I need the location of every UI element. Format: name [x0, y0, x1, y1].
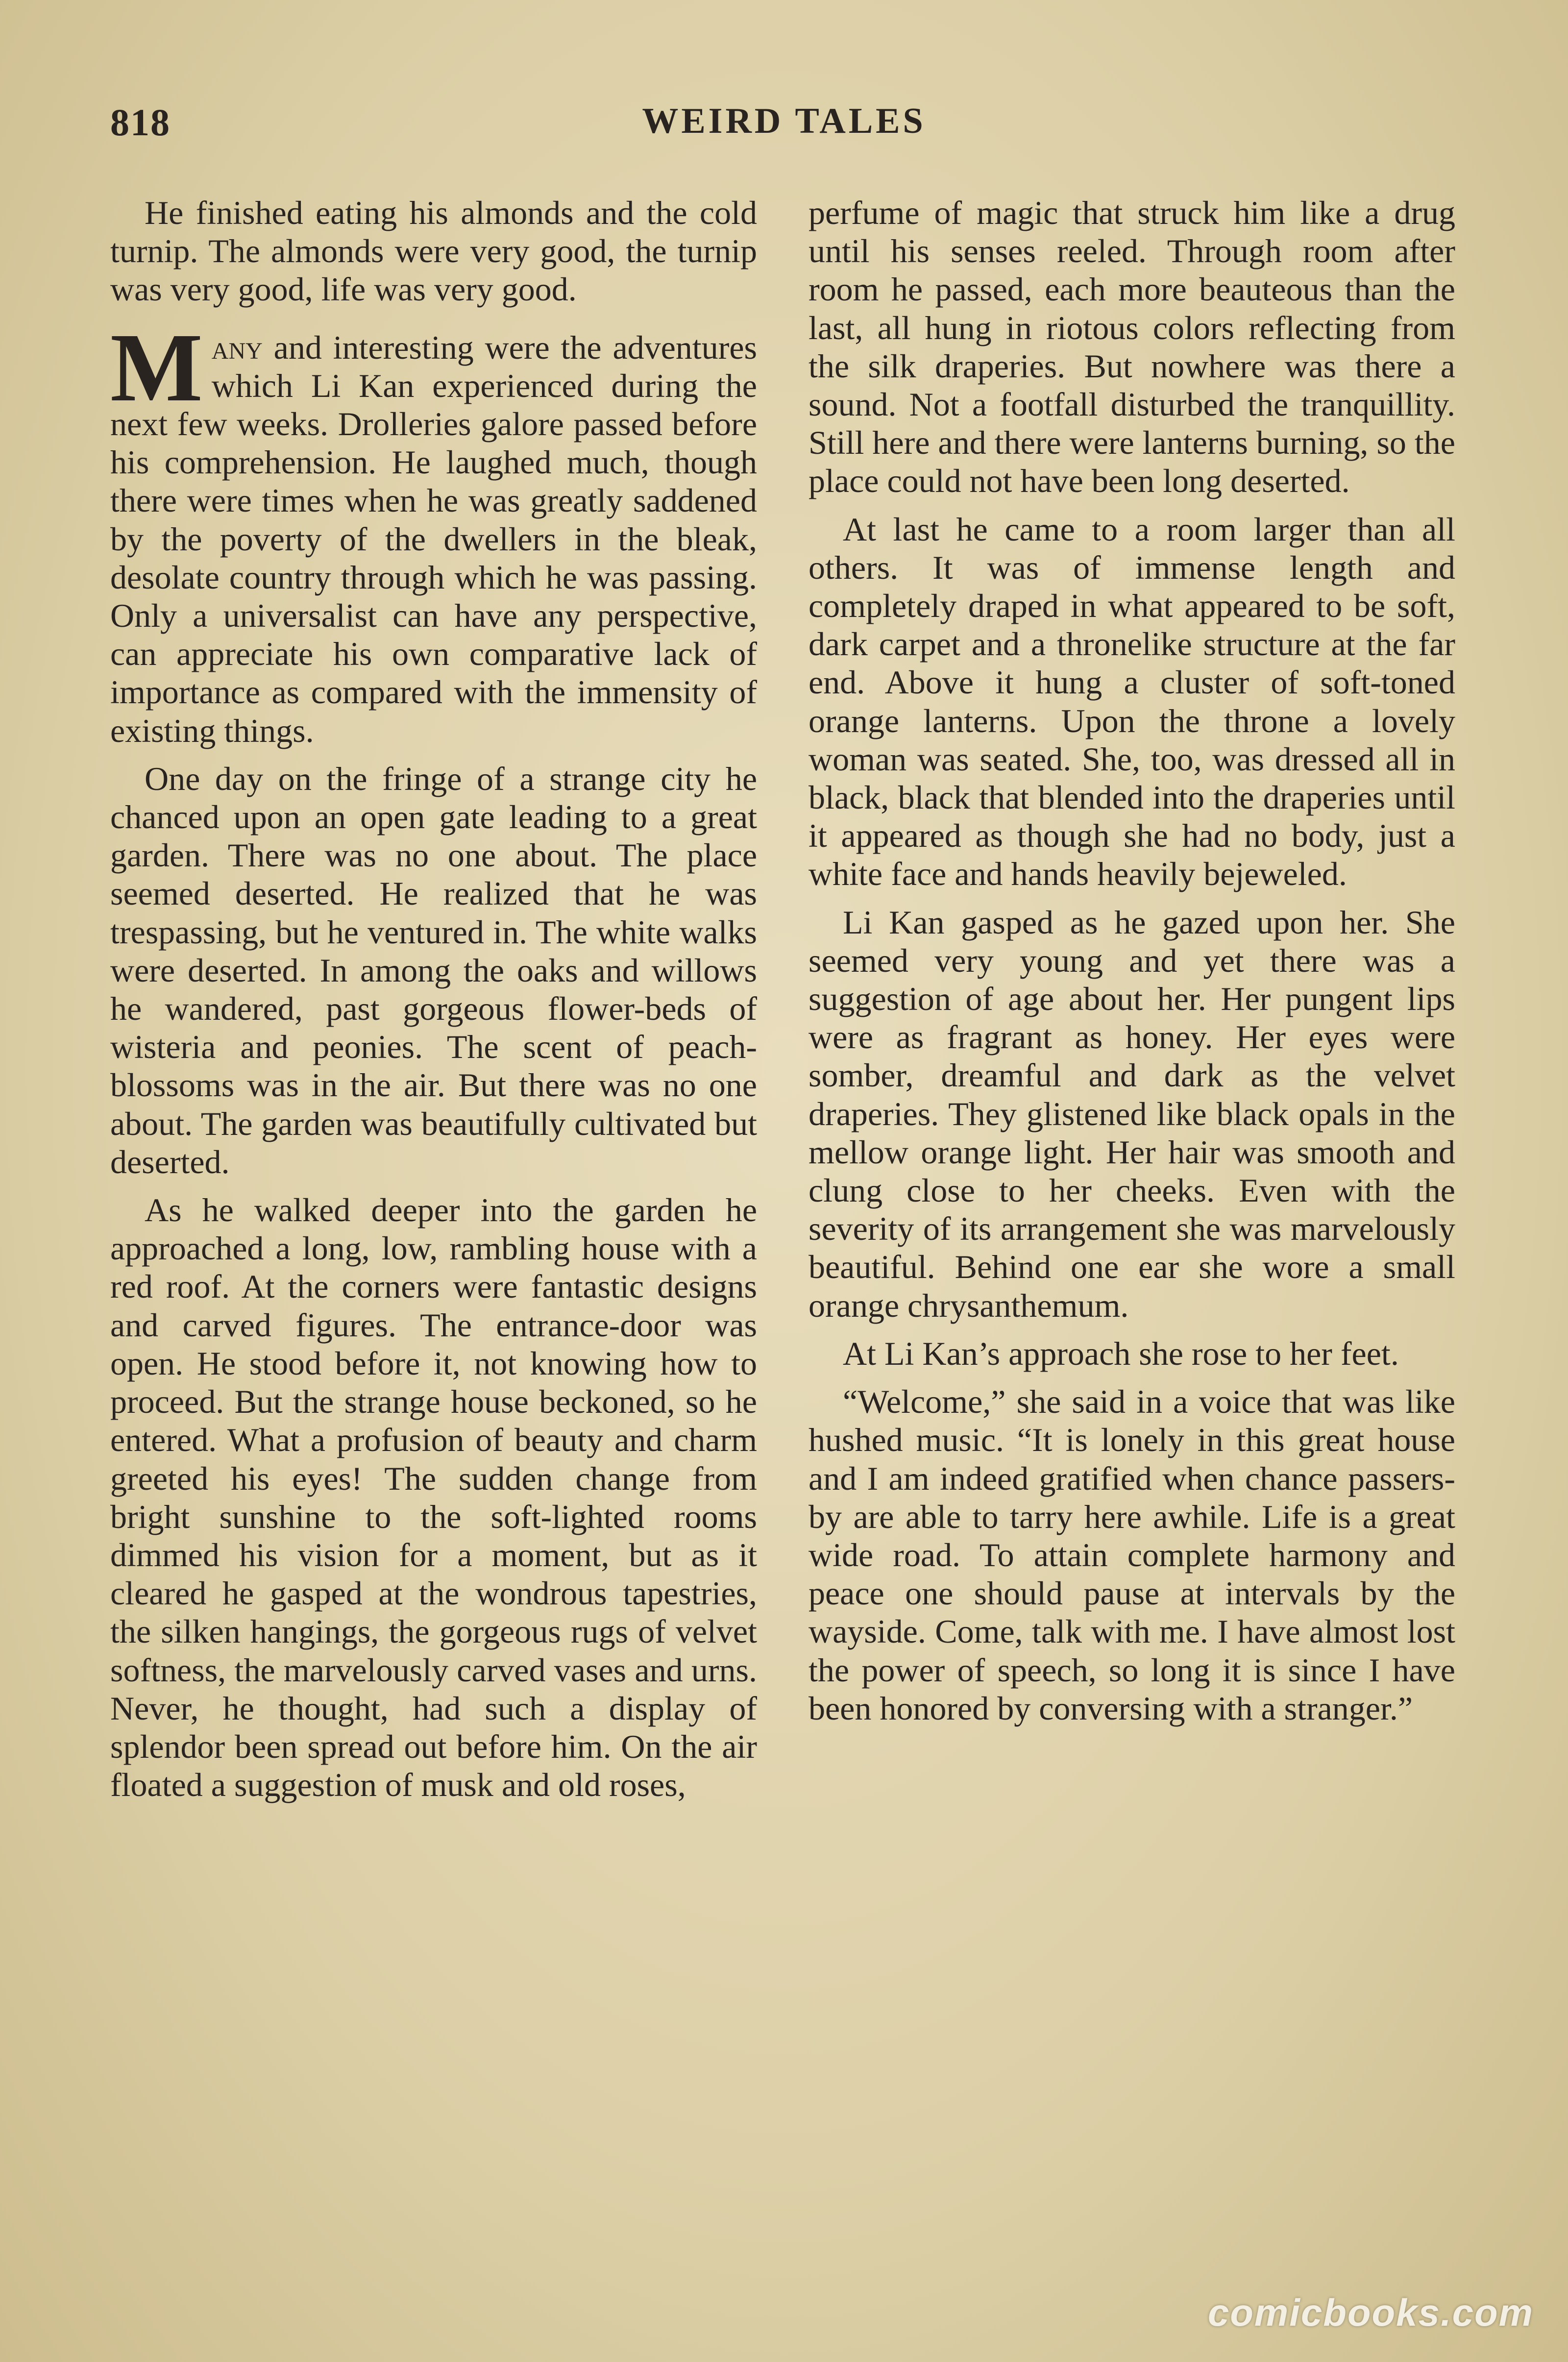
- continued-paragraph: perfume of magic that struck him like a drug until his senses reeled. Through room after room he passed, each more beauteous than the last, all hung in riotous colors reflecting from the silk draperies. But nowhere was there a sound. Not a footfall disturbed the tranquillity. Still here and there were lanterns burning, so the place could not have been long deserted.: [808, 194, 1455, 500]
- paragraph: He finished eating his almonds and the cold turnip. The almonds were very good, the turnip was very good, life was very good.: [110, 194, 757, 308]
- page-number: 818: [110, 101, 171, 144]
- paragraph: “Welcome,” she said in a voice that was like hushed music. “It is lonely in this great house and I am indeed gratified when chance passers-by are able to tarry here awhile. Life is a great wide road. To attain complete harmony and peace one should pause at intervals by the wayside. Come, talk with me. I have almost lost the power of speech, so long it is since I have been honored by conversing with a stranger.”: [808, 1383, 1455, 1727]
- paragraph: At last he came to a room larger than all others. It was of immense length and completely draped in what appeared to be soft, dark carpet and a thronelike structure at the far end. Above it hung a cluster of soft-toned orange lanterns. Upon the throne a lovely woman was seated. She, too, was dressed all in black, black that blended into the draperies until it appeared as though she had no body, just a white face and hands heavily bejeweled.: [808, 510, 1455, 893]
- paragraph: As he walked deeper into the garden he approached a long, low, rambling house with a red roof. At the corners were fantastic designs and carved figures. The entrance-door was open. He stood before it, not knowing how to proceed. But the strange house beckoned, so he entered. What a profusion of beauty and charm greeted his eyes! The sudden change from bright sunshine to the soft-lighted rooms dimmed his vision for a moment, but as it cleared he gasped at the wondrous tapestries, the silken hangings, the gorgeous rugs of velvet softness, the marvelously carved vases and urns. Never, he thought, had such a display of splendor been spread out before him. On the air floated a suggestion of musk and old roses,: [110, 1191, 757, 1804]
- paragraph: One day on the fringe of a strange city he chanced upon an open gate leading to a great garden. There was no one about. The place seemed deserted. He realized that he was trespassing, but he ventured in. The white walks were deserted. In among the oaks and willows he wandered, past gorgeous flower-beds of wisteria and peonies. The scent of peach-blossoms was in the air. But there was no one about. The garden was beautifully cultivated but deserted.: [110, 760, 757, 1181]
- left-column: [110, 194, 757, 1804]
- watermark: comicbooks.com: [1207, 2291, 1534, 2334]
- paragraph-text: and interesting were the adventures which Li Kan experienced during the next few weeks. Drolleries galore passed before his comprehension. He laughed much, though there were times when he was greatly saddened by the poverty of the dwellers in the bleak, desolate country through which he was passing. Only a universalist can have any perspective, can appreciate his own comparative lack of importance as compared with the immensity of existing things.: [110, 328, 757, 749]
- paragraph: At Li Kan’s approach she rose to her feet.: [843, 1334, 1399, 1372]
- lead-in-small-caps: any: [211, 328, 263, 366]
- drop-cap: M: [110, 313, 203, 422]
- right-column: [808, 194, 1455, 1727]
- section-opening-paragraph: [110, 313, 757, 750]
- running-title: WEIRD TALES: [642, 101, 926, 141]
- page-header: [0, 100, 1568, 154]
- paragraph: Li Kan gasped as he gazed upon her. She seemed very young and yet there was a suggestion of age about her. Her pungent lips were as fragrant as honey. Her eyes were somber, dreamful and dark as the velvet draperies. They glistened like black opals in the mellow orange light. Her hair was smooth and clung close to her cheeks. Even with the severity of its arrangement she was marvelously beautiful. Behind one ear she wore a small orange chrysanthemum.: [808, 903, 1455, 1324]
